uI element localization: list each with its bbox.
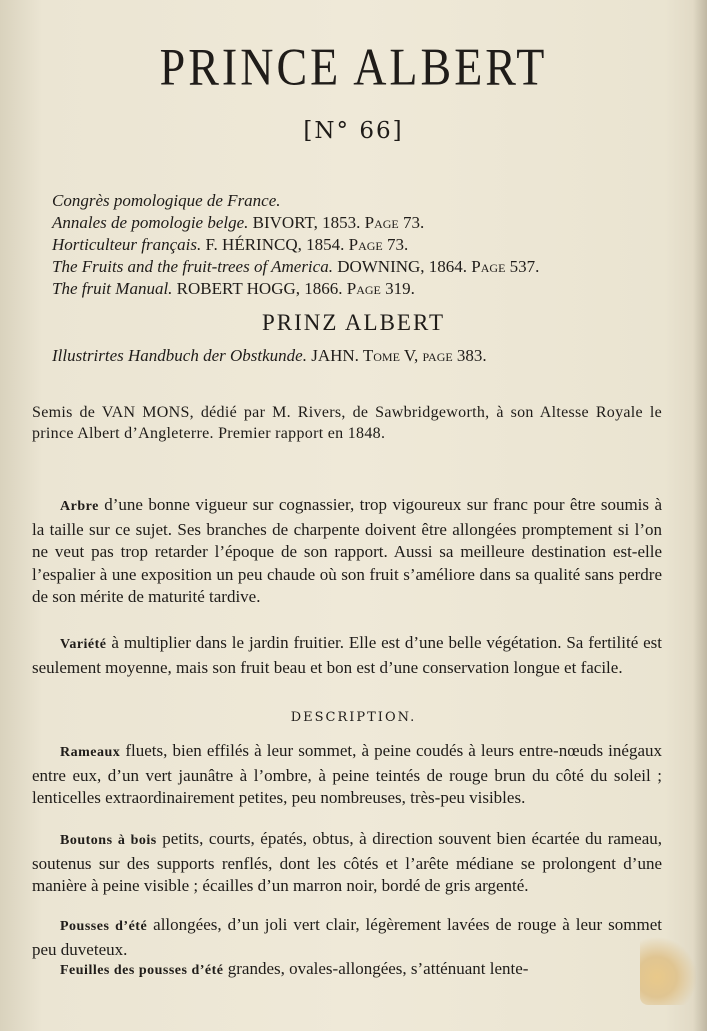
paragraph-lead: Variété	[60, 637, 107, 652]
alternate-name-heading: PRINZ ALBERT	[262, 310, 445, 335]
reference-source: The fruit Manual.	[52, 279, 173, 298]
reference-detail: F. HÉRINCQ, 1854. Page 73.	[201, 235, 409, 254]
variety-number: [N° 66]	[303, 118, 404, 144]
paragraph-text: petits, courts, épatés, obtus, à direction souvent bien écartée du rameau, soutenus sur des supports renflés, dont les côtés et l’arête médiane se prolongent d’une manière à peine visible ; écailles d’un marron noir, bordé de gris argenté.	[32, 829, 662, 895]
paragraph-text: fluets, bien effilés à leur sommet, à peine coudés à leurs entre-nœuds inégaux entre eux, d’un vert jaunâtre à l’ombre, à peine teintés de rouge brun du côté du soleil ; lenticelles extraordinairement petites, peu nombreuses, très-peu visibles.	[32, 741, 662, 807]
paragraph-lead: Rameaux	[60, 745, 121, 760]
reference-line	[52, 256, 652, 278]
rameaux-paragraph	[32, 740, 662, 810]
paragraph-text: allongées, d’un joli vert clair, légèrement lavées de rouge à leur sommet peu duveteux.	[32, 915, 662, 959]
variete-paragraph	[32, 632, 662, 679]
reference-detail: BIVORT, 1853. Page 73.	[248, 213, 425, 232]
reference-source: Horticulteur français.	[52, 235, 202, 254]
paper-stain	[640, 935, 696, 1005]
arbre-paragraph	[32, 494, 662, 609]
reference-source: Congrès pomologique de France.	[52, 191, 281, 210]
reference-source: The Fruits and the fruit-trees of America.	[52, 257, 333, 276]
description-heading: DESCRIPTION.	[290, 710, 417, 725]
reference-line	[52, 278, 652, 300]
paragraph-text: grandes, ovales-allongées, s’atténuant lente-	[223, 959, 529, 978]
reference-source: Illustrirtes Handbuch der Obstkunde.	[52, 346, 307, 365]
reference-detail: DOWNING, 1864. Page 537.	[332, 257, 540, 276]
paragraph-lead: Pousses d’été	[60, 919, 148, 934]
paragraph-text: d’une bonne vigueur sur cognassier, trop vigoureux sur franc pour être soumis à la taille sur ce sujet. Ses branches de charpente doivent être allongées promptement si l’on ne veut pas trop retarder l’époque de son rapport. Aussi sa meilleure destination est-elle l’espalier à une exposition un peu chaude où son fruit s’améliore dans sa qualité sans perdre de son mérite de maturité tardive.	[32, 495, 662, 606]
page-edge-shadow	[693, 0, 707, 1031]
pousses-paragraph	[32, 914, 662, 961]
feuilles-paragraph	[32, 958, 642, 983]
paragraph-lead: Feuilles des pousses d’été	[60, 963, 224, 978]
paragraph-lead: Arbre	[60, 499, 99, 514]
reference-line	[52, 212, 652, 234]
reference-detail: JAHN. Tome V, page 383.	[306, 346, 487, 365]
paragraph-lead: Boutons à bois	[60, 833, 157, 848]
reference-line	[52, 190, 652, 212]
page-title: PRINCE ALBERT	[159, 37, 548, 96]
boutons-paragraph	[32, 828, 662, 898]
paragraph-text: à multiplier dans le jardin fruitier. Elle est d’une belle végétation. Sa fertilité est seulement moyenne, mais son fruit beau et bon est d’une conservation longue et facile.	[32, 633, 662, 677]
references-list	[52, 190, 652, 300]
alternate-reference	[52, 346, 672, 366]
reference-source: Annales de pomologie belge.	[52, 213, 249, 232]
reference-detail: ROBERT HOGG, 1866. Page 319.	[172, 279, 415, 298]
origin-paragraph: Semis de VAN MONS, dédié par M. Rivers, de Sawbridgeworth, à son Altesse Royale le prince Albert d’Angleterre. Premier rapport en 1848.	[32, 404, 662, 442]
reference-line	[52, 234, 652, 256]
